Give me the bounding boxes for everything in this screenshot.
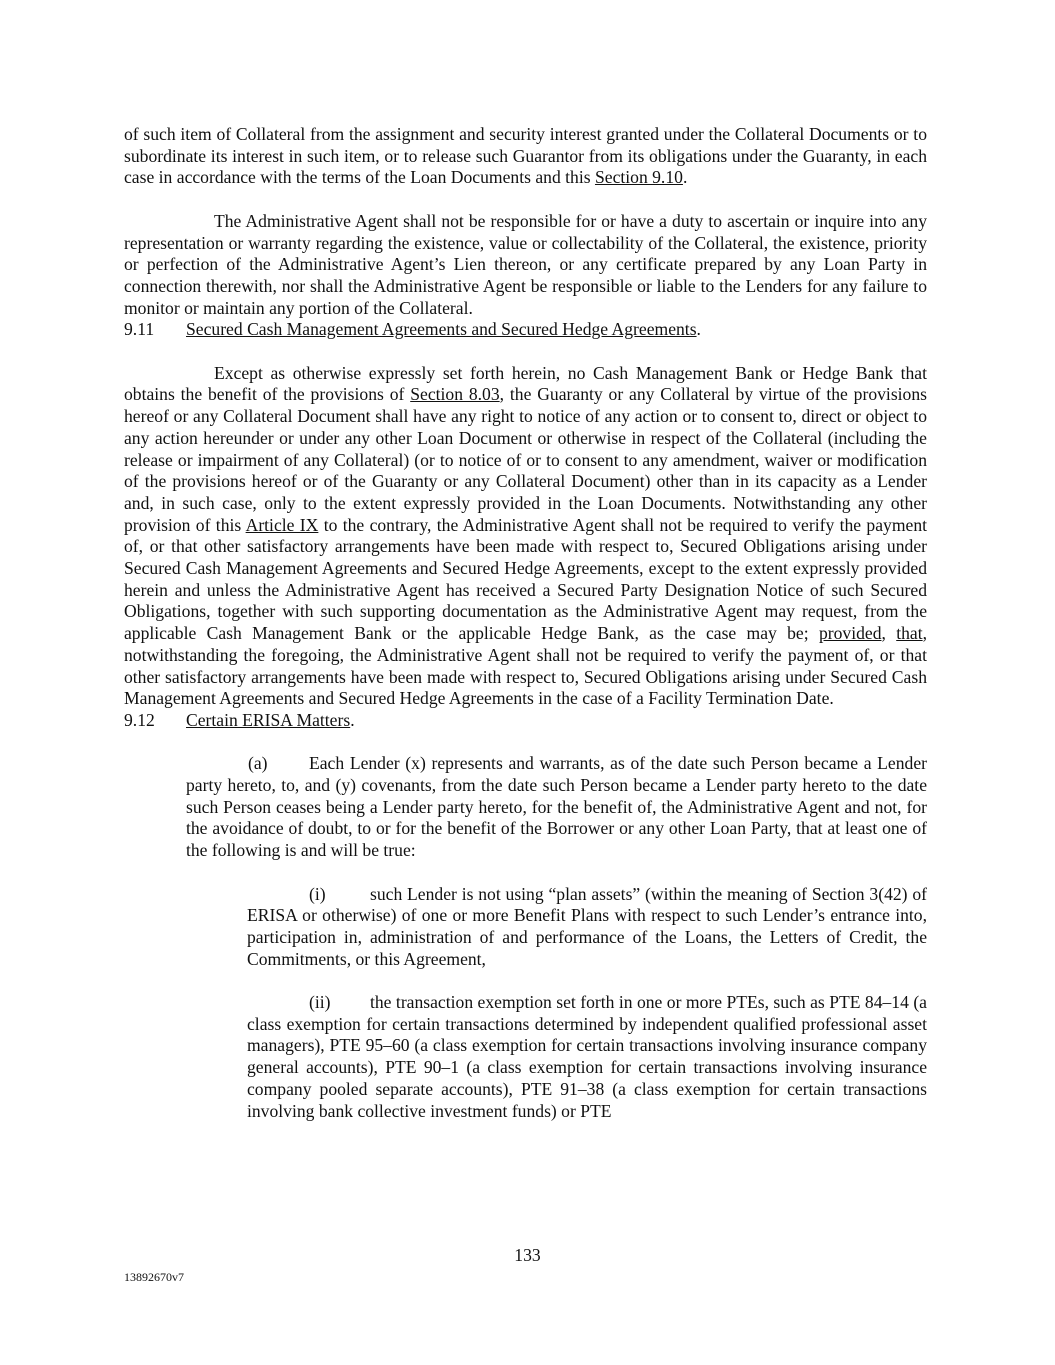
section-title: Certain ERISA Matters: [186, 709, 351, 730]
section-9-11-body: Except as otherwise expressly set forth herein, no Cash Management Bank or Hedge Bank that obtains the benefit of the provisions of Section 8.03, the Guaranty or any Collateral by virtue of the provisions hereof or any Collateral Document shall have any right to notice of any action or to consent to, direct or object to any action hereunder or under any other Loan Document or otherwise in respect of the Collateral (including the release or impairment of any Collateral) (or to notice of or to consent to any amendment, waiver or modification of the provisions hereof or of the Guaranty or any Collateral Document) other than in its capacity as a Lender and, in such case, only to the extent expressly provided in the Loan Documents. Notwithstanding any other provision of this Article IX to the contrary, the Administrative Agent shall not be required to verify the payment of, or that other satisfactory arrangements have been made with respect to, Secured Obligations arising under Secured Cash Management Agreements and Secured Hedge Agreements, except to the extent expressly provided herein and unless the Administrative Agent has received a Secured Party Designation Notice of such Secured Obligations, together with such supporting documentation as the Administrative Agent may request, from the applicable Cash Management Bank or the applicable Hedge Bank, as the case may be; provided, that, notwithstanding the foregoing, the Administrative Agent shall not be required to verify the payment of, or that other satisfactory arrangements have been made with respect to, Secured Obligations arising under Secured Cash Management Agreements and Secured Hedge Agreements in the case of a Facility Termination Date.: [124, 362, 928, 709]
clause-i: [247, 884, 927, 971]
clause-ii: [247, 992, 927, 1122]
continuation-paragraph: of such item of Collateral from the assignment and security interest granted under the Collateral Documents or to subordinate its interest in such item, or to release such Guarantor from its obligations under the Guaranty, in each case in accordance with the terms of the Loan Documents and this Section 9.10.: [124, 124, 927, 188]
continuation-text: of such item of Collateral from the assignment and security interest granted under the Collateral Documents or to subordinate its interest in such item, or to release such Guarantor from its obligations under the Guaranty, in each case in accordance with the terms of the Loan Documents and this: [124, 124, 927, 188]
section-9-10-reference: Section 9.10: [594, 167, 683, 188]
clause-text: the transaction exemption set forth in one or more PTEs, such as PTE 84–14 (a class exemption for certain transactions determined by independent qualified professional asset managers), PTE 95–60 (a class exemption for certain transactions involving insurance company general accounts), PTE 90–1 (a class exemption for certain transactions involving insurance company pooled separate accounts), PTE 91–38 (a class exemption for certain transactions involving bank collective investment funds) or PTE: [247, 992, 927, 1121]
clause-label: (i): [309, 883, 326, 904]
clause-text: such Lender is not using “plan assets” (within the meaning of Section 3(42) of ERISA or otherwise) of one or more Benefit Plans with respect to such Lender’s entrance into, participation in, administration of and performance of the Loans, the Letters of Credit, the Commitments, or this Agreement,: [247, 883, 927, 969]
section-9-12-heading: 9.12 Certain ERISA Matters.: [124, 709, 355, 730]
provided-term: provided: [818, 623, 882, 644]
admin-agent-paragraph: The Administrative Agent shall not be responsible for or have a duty to ascertain or inquire into any representation or warranty regarding the existence, value or collectability of the Collateral, the existence, priority or perfection of the Administrative Agent’s Lien thereon, or any certificate prepared by any Loan Party in connection therewith, nor shall the Administrative Agent be responsible or liable to the Lenders for any failure to monitor or maintain any portion of the Collateral.: [124, 210, 927, 318]
article-ix-reference: Article IX: [245, 514, 319, 535]
clause-label: (a): [248, 753, 268, 774]
section-9-11-heading: 9.11 Secured Cash Management Agreements and Secured Hedge Agreements.: [124, 319, 701, 340]
section-number: 9.11: [124, 319, 155, 340]
that-term: that: [896, 623, 923, 644]
section-title: Secured Cash Management Agreements and Secured Hedge Agreements: [186, 319, 697, 340]
clause-text: Each Lender (x) represents and warrants, as of the date such Person became a Lender party hereto, to, and (y) covenants, from the date such Person became a Lender party hereto to the date such Person ceases being a Lender party hereto, for the benefit of, the Administrative Agent and not, for the avoidance of doubt, to or for the benefit of the Borrower or any other Loan Party, that at least one of the following is and will be true:: [186, 753, 927, 861]
section-number: 9.12: [124, 709, 155, 730]
document-page: [124, 124, 927, 1122]
document-id: 13892670v7: [124, 1270, 184, 1284]
page-number: 133: [514, 1245, 541, 1265]
clause-label: (ii): [309, 992, 331, 1013]
clause-a: [186, 753, 927, 862]
section-8-03-reference: Section 8.03: [410, 384, 500, 405]
